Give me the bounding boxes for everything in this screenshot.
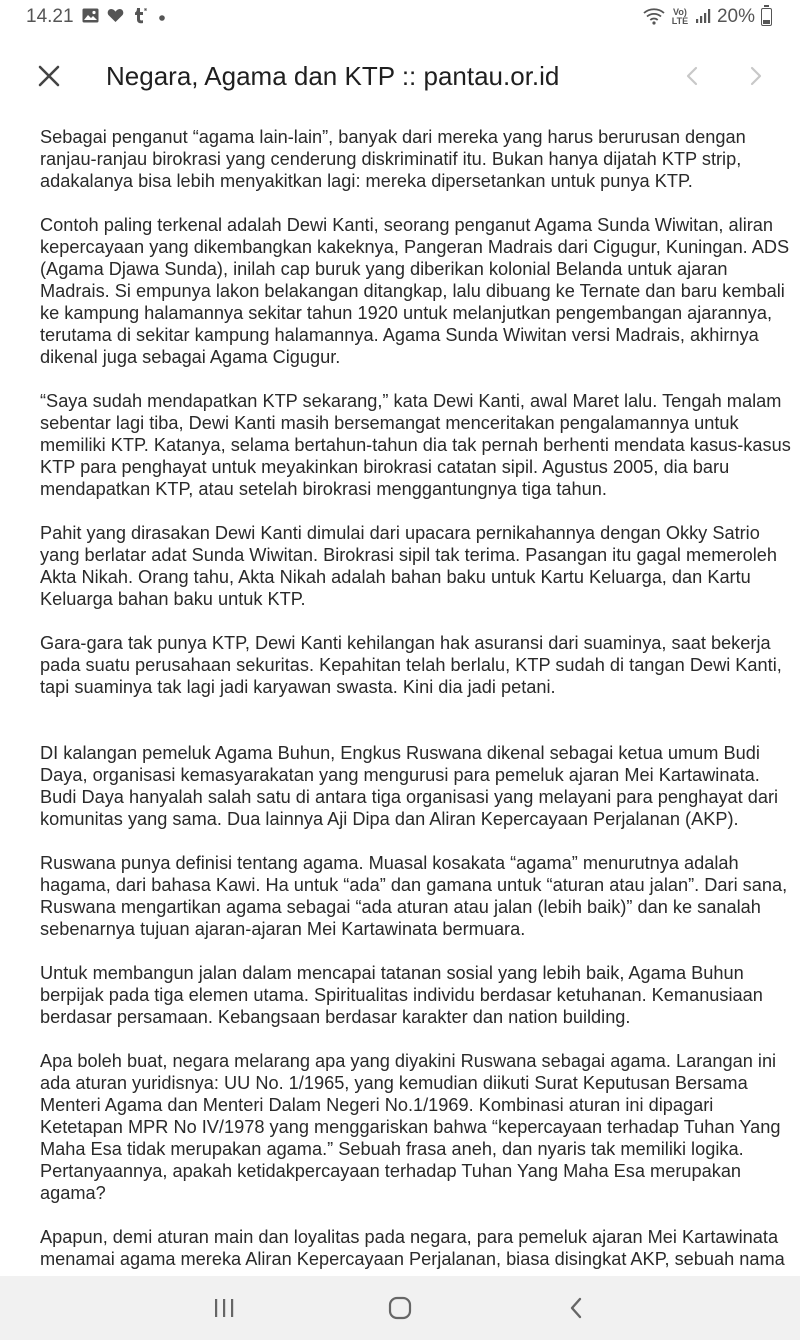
status-left: [0, 6, 167, 28]
battery-percent: 20%: [716, 6, 755, 27]
recent-apps-button[interactable]: [190, 1283, 258, 1333]
gallery-icon: [82, 8, 99, 26]
home-button[interactable]: [366, 1283, 434, 1333]
dot-icon: [157, 9, 167, 26]
heart-icon: [107, 8, 124, 26]
article-paragraph: DI kalangan pemeluk Agama Buhun, Engkus Ruswana dikenal sebagai ketua umum Budi Daya, organisasi kemasyarakatan yang mengurusi para pemeluk ajaran Mei Kartawinata. Budi Daya hanyalah salah satu di antara tiga organisasi yang melayani para penghayat dari komunitas yang sama. Dua lainnya Aji Dipa dan Aliran Kepercayaan Perjalanan (AKP).: [40, 743, 779, 829]
back-icon: [568, 1297, 584, 1319]
article-paragraph: Sebagai penganut “agama lain-lain”, banyak dari mereka yang harus berurusan dengan ranjau-ranjau birokrasi yang cenderung diskriminatif itu. Bukan hanya dijatah KTP strip, adakalanya bisa lebih menyakitkan lagi: mereka dipersetankan untuk punya KTP.: [40, 127, 746, 191]
article-paragraph: “Saya sudah mendapatkan KTP sekarang,” kata Dewi Kanti, awal Maret lalu. Tengah malam sebentar lagi tiba, Dewi Kanti masih bersemangat menceritakan pengalamannya untuk memiliki KTP. Katanya, selama bertahun-tahun dia tak pernah berhenti mendata kasus-kasus KTP para penghayat untuk meyakinkan birokrasi catatan sipil. Agustus 2005, dia baru mendapatkan KTP, atau setelah birokrasi menggantungnya tiga tahun.: [40, 391, 791, 499]
signal-icon: [695, 8, 711, 27]
article-paragraph: Gara-gara tak punya KTP, Dewi Kanti kehilangan hak asuransi dari suaminya, saat bekerja pada suatu perusahaan sekuritas. Kepahitan telah berlalu, KTP sudah di tangan Dewi Kanti, tapi suaminya tak lagi jadi karyawan swasta. Kini dia jadi petani.: [40, 633, 782, 697]
status-bar: [0, 0, 800, 34]
tumblr-icon: [132, 7, 149, 27]
back-page-button[interactable]: [672, 48, 712, 104]
back-button[interactable]: [542, 1283, 610, 1333]
custom-tab-toolbar: [0, 34, 800, 119]
battery-icon: [761, 8, 772, 26]
chevron-right-icon: [749, 66, 763, 86]
forward-page-button[interactable]: [736, 48, 776, 104]
network-label: Vo) LTE: [671, 7, 689, 26]
system-navigation-bar: [0, 1276, 800, 1340]
article-paragraph: Pahit yang dirasakan Dewi Kanti dimulai dari upacara pernikahannya dengan Okky Satrio yang berlatar adat Sunda Wiwitan. Birokrasi sipil tak terima. Pasangan itu gagal memeroleh Akta Nikah. Orang tahu, Akta Nikah adalah bahan baku untuk Kartu Keluarga, dan Kartu Keluarga bahan baku untuk KTP.: [40, 523, 777, 609]
home-icon: [388, 1296, 412, 1320]
status-right: [643, 6, 800, 28]
wifi-icon: [643, 7, 665, 28]
status-time: 14.21: [26, 6, 74, 27]
article-paragraph: Apa boleh buat, negara melarang apa yang diyakini Ruswana sebagai agama. Larangan ini ada aturan yuridisnya: UU No. 1/1965, yang kemudian diikuti Surat Keputusan Bersama Menteri Agama dan Menteri Dalam Negeri No.1/1969. Kombinasi aturan ini dipagari Ketetapan MPR No IV/1978 yang menggariskan bahwa “kepercayaan terhadap Tuhan Yang Maha Esa tidak merupakan agama.” Sebuah frasa aneh, dan nyaris tak memiliki logika. Pertanyaannya, apakah ketidakpercayaan terhadap Tuhan Yang Maha Esa merupakan agama?: [40, 1051, 781, 1203]
article-paragraph: Untuk membangun jalan dalam mencapai tatanan sosial yang lebih baik, Agama Buhun berpijak pada tiga elemen utama. Spiritualitas individu berdasar ketuhanan. Kemanusiaan berdasar persamaan. Kebangsaan berdasar karakter dan nation building.: [40, 963, 763, 1027]
article-paragraph: Contoh paling terkenal adalah Dewi Kanti, seorang penganut Agama Sunda Wiwitan, aliran kepercayaan yang dikembangkan kakeknya, Pangeran Madrais dari Cigugur, Kuningan. ADS (Agama Djawa Sunda), inilah cap buruk yang diberikan kolonial Belanda untuk ajaran Madrais. Si empunya lakon belakangan ditangkap, lalu dibuang ke Ternate dan baru kembali ke kampung halamannya sekitar tahun 1920 untuk melanjutkan pengembangan ajarannya, terutama di sekitar kampung halamannya. Agama Sunda Wiwitan versi Madrais, akhirnya dikenal juga sebagai Agama Cigugur.: [40, 215, 790, 367]
article-body: [0, 118, 800, 1270]
recent-apps-icon: [213, 1298, 235, 1318]
article-paragraph: Apapun, demi aturan main dan loyalitas pada negara, para pemeluk ajaran Mei Kartawinata menamai agama mereka Aliran Kepercayaan Perjalanan, biasa disingkat AKP, sebuah nama: [40, 1227, 785, 1269]
article-viewport[interactable]: [0, 118, 800, 1276]
close-icon: [38, 65, 60, 87]
page-title: Negara, Agama dan KTP :: pantau.or.id: [106, 60, 560, 91]
chevron-left-icon: [685, 66, 699, 86]
article-paragraph: Ruswana punya definisi tentang agama. Muasal kosakata “agama” menurutnya adalah hagama, dari bahasa Kawi. Ha untuk “ada” dan gamana untuk “aturan atau jalan”. Dari sana, Ruswana mengartikan agama sebagai “ada aturan atau jalan (lebih baik)” dan ke sanalah sebenarnya tujuan ajaran-ajaran Mei Kartawinata bermuara.: [40, 853, 788, 939]
close-button[interactable]: [21, 48, 77, 104]
